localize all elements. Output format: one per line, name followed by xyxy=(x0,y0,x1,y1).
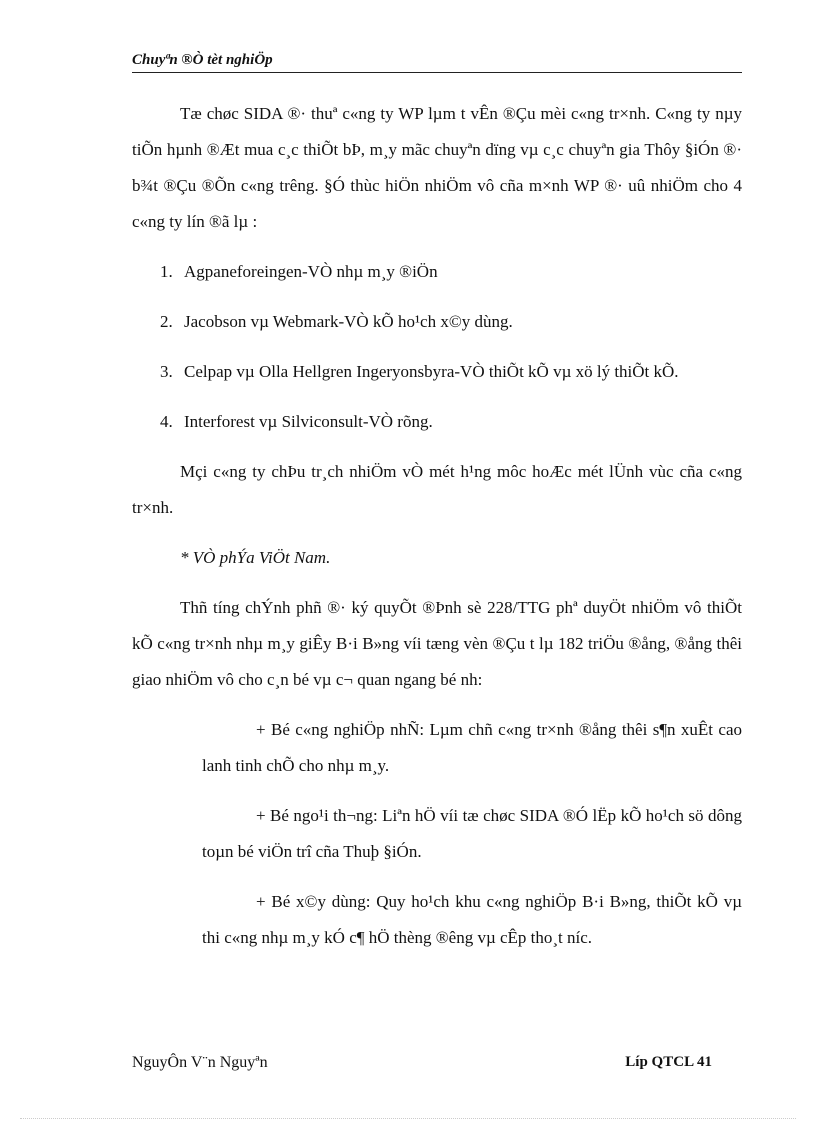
vietnam-section-heading: * VÒ phÝa ViÖt Nam. xyxy=(180,548,331,567)
list-number: 3. xyxy=(160,362,173,381)
list-number: 4. xyxy=(160,412,173,431)
page-footer xyxy=(132,1054,712,1076)
list-item-text: Interforest vµ Silviconsult-VÒ rõng. xyxy=(184,412,433,431)
document-body xyxy=(132,96,742,970)
decision-paragraph: Thñ tíng chÝnh phñ ®· ký quyÕt ®Þnh sè 228/TTG phª duyÖt nhiÖm vô thiÕt kÕ c«ng tr×nh nhµ m¸y giÊy B·i B»ng víi tæng vèn ®Çu t lµ 182 triÖu ®ång, ®ång thêi giao nhiÖm vô cho c¸n bé vµ c¬ quan ngang bé nh: xyxy=(132,598,742,689)
list-item xyxy=(132,254,742,290)
responsibility-paragraph: Mçi c«ng ty chÞu tr¸ch nhiÖm vÒ mét h¹ng môc hoÆc mét lÜnh vùc cña c«ng tr×nh. xyxy=(132,462,742,517)
class-label: Líp QTCL 41 xyxy=(625,1054,712,1070)
list-item-text: Celpap vµ Olla Hellgren Ingeryonsbyra-VÒ thiÕt kÕ vµ xö lý thiÕt kÕ. xyxy=(184,362,679,381)
list-item xyxy=(132,404,742,440)
list-number: 2. xyxy=(160,312,173,331)
list-item-text: Jacobson vµ Webmark-VÒ kÕ ho¹ch x©y dùng. xyxy=(184,312,513,331)
ministry-item-foreign-trade: + Bé ngo¹i th¬ng: Liªn hÖ víi tæ chøc SIDA ®Ó lËp kÕ ho¹ch sö dông toµn bé viÖn trî cña Thuþ §iÓn. xyxy=(202,806,742,861)
document-title: Chuyªn ®Ò tèt nghiÖp xyxy=(132,52,273,68)
page-bottom-edge xyxy=(20,1118,796,1119)
company-list xyxy=(132,254,742,440)
ministry-item-construction: + Bé x©y dùng: Quy ho¹ch khu c«ng nghiÖp B·i B»ng, thiÕt kÕ vµ thi c«ng nhµ m¸y kÓ c¶ hÖ thèng ®êng vµ cÊp tho¸t níc. xyxy=(202,892,742,947)
page-header xyxy=(132,50,742,73)
list-item xyxy=(132,304,742,340)
list-number: 1. xyxy=(160,262,173,281)
author-name: NguyÔn V¨n Nguyªn xyxy=(132,1054,268,1071)
list-item-text: Agpaneforeingen-VÒ nhµ m¸y ®iÖn xyxy=(184,262,438,281)
intro-paragraph: Tæ chøc SIDA ®· thuª c«ng ty WP lµm t vÊn ®Çu mèi c«ng tr×nh. C«ng ty nµy tiÕn hµnh ®Æt mua c¸c thiÕt bÞ, m¸y mãc chuyªn dïng vµ c¸c chuyªn gia Thôy §iÓn ®· b¾t ®Çu ®Õn c«ng trêng. §Ó thùc hiÖn nhiÖm vô cña m×nh WP ®· uû nhiÖm cho 4 c«ng ty lín ®ã lµ : xyxy=(132,104,742,231)
list-item xyxy=(132,354,742,390)
ministry-item-light-industry: + Bé c«ng nghiÖp nhÑ: Lµm chñ c«ng tr×nh ®ång thêi s¶n xuÊt cao lanh tinh chÕ cho nhµ m¸y. xyxy=(202,720,742,775)
